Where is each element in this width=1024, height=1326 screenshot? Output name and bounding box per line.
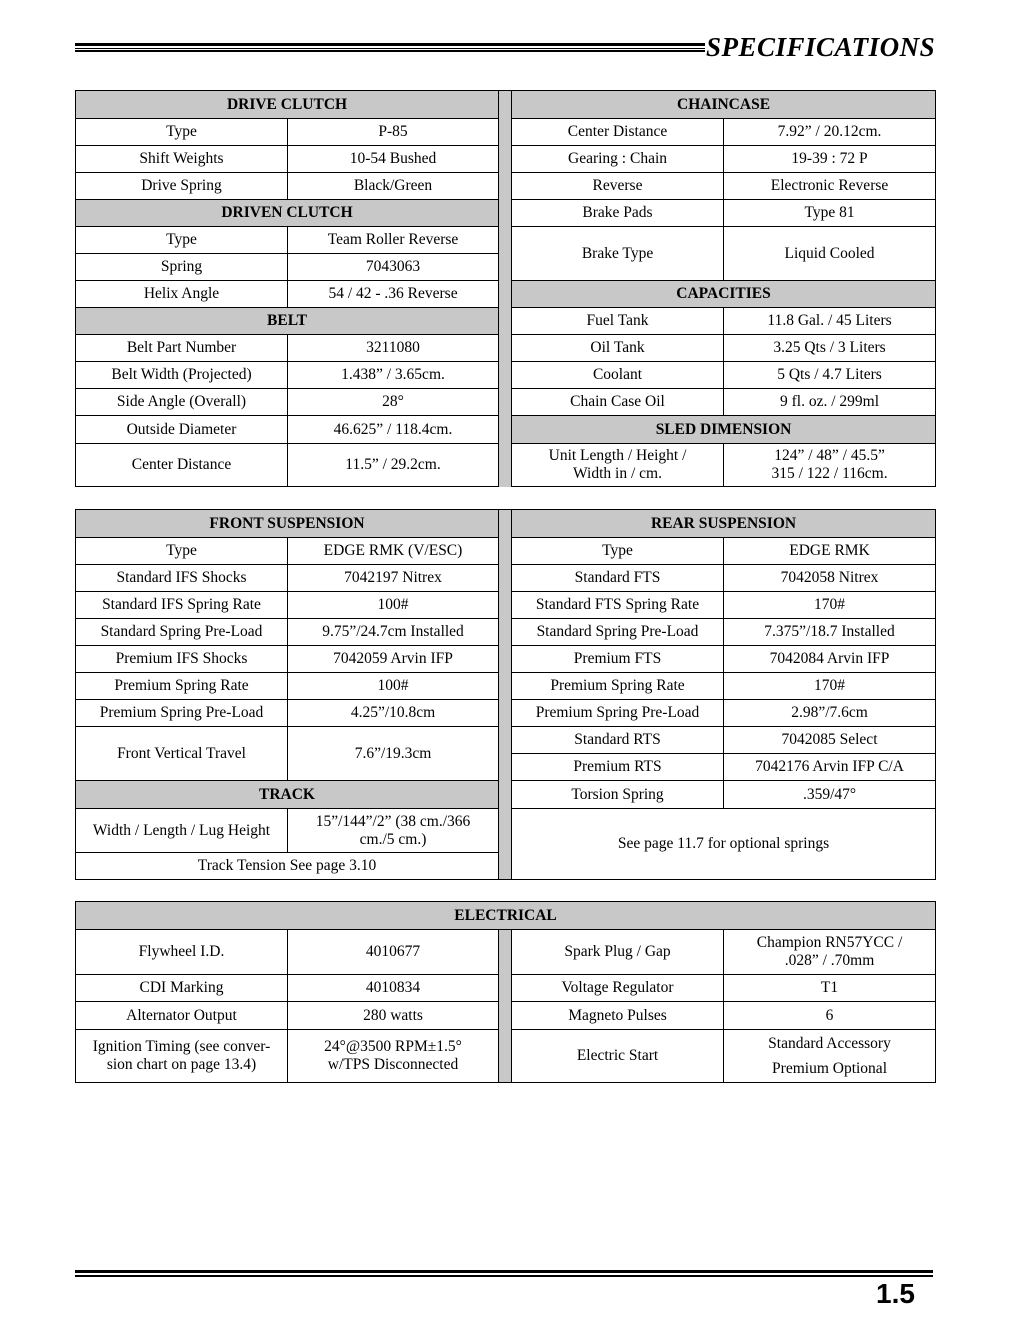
spark-value-line: Champion RN57YCC / bbox=[756, 934, 903, 951]
column-divider bbox=[499, 510, 512, 880]
ignition-label-line: sion chart on page 13.4) bbox=[106, 1056, 257, 1073]
row-label: Premium IFS Shocks bbox=[76, 646, 288, 673]
row-value: 54 / 42 - .36 Reverse bbox=[288, 281, 499, 308]
row-label: Standard Spring Pre-Load bbox=[512, 619, 724, 646]
row-value: P-85 bbox=[288, 119, 499, 146]
page-title: SPECIFICATIONS bbox=[706, 32, 936, 62]
spec-table-electrical bbox=[75, 901, 936, 1083]
row-label: Premium FTS bbox=[512, 646, 724, 673]
row-value: 170# bbox=[724, 673, 936, 700]
row-label: Side Angle (Overall) bbox=[76, 389, 288, 416]
row-value: 7.375”/18.7 Installed bbox=[724, 619, 936, 646]
row-value: 7042058 Nitrex bbox=[724, 565, 936, 592]
row-value: 7042176 Arvin IFP C/A bbox=[724, 754, 936, 781]
row-label: Chain Case Oil bbox=[512, 389, 724, 416]
row-value: 100# bbox=[288, 673, 499, 700]
row-label: Type bbox=[76, 538, 288, 565]
row-label: Standard Spring Pre-Load bbox=[76, 619, 288, 646]
row-label: Helix Angle bbox=[76, 281, 288, 308]
row-label: Torsion Spring bbox=[512, 781, 724, 809]
row-label bbox=[512, 444, 724, 487]
row-label: Brake Pads bbox=[512, 200, 724, 227]
row-label: Oil Tank bbox=[512, 335, 724, 362]
page-number: 1.5 bbox=[876, 1278, 915, 1309]
row-value: 7042197 Nitrex bbox=[288, 565, 499, 592]
row-value bbox=[288, 809, 499, 853]
row-label: Width / Length / Lug Height bbox=[76, 809, 288, 853]
row-value: EDGE RMK (V/ESC) bbox=[288, 538, 499, 565]
row-value: 7.92” / 20.12cm. bbox=[724, 119, 936, 146]
row-value: 4010677 bbox=[288, 930, 499, 975]
row-label: Reverse bbox=[512, 173, 724, 200]
row-label: Electric Start bbox=[512, 1030, 724, 1083]
row-label: Standard FTS bbox=[512, 565, 724, 592]
sled-value-line: 315 / 122 / 116cm. bbox=[771, 465, 888, 482]
row-value: 4.25”/10.8cm bbox=[288, 700, 499, 727]
row-value: 46.625” / 118.4cm. bbox=[288, 416, 499, 444]
sled-label-line: Unit Length / Height / bbox=[548, 447, 687, 464]
row-label: Drive Spring bbox=[76, 173, 288, 200]
row-label: Center Distance bbox=[512, 119, 724, 146]
section-heading-chaincase: CHAINCASE bbox=[512, 91, 936, 119]
ignition-value-line: w/TPS Disconnected bbox=[327, 1056, 459, 1073]
row-value: 280 watts bbox=[288, 1002, 499, 1030]
row-label: Standard IFS Shocks bbox=[76, 565, 288, 592]
row-value: 7043063 bbox=[288, 254, 499, 281]
row-label: Gearing : Chain bbox=[512, 146, 724, 173]
row-label: Standard IFS Spring Rate bbox=[76, 592, 288, 619]
spec-table-suspension bbox=[75, 509, 936, 880]
row-label bbox=[76, 1030, 288, 1083]
row-label: Voltage Regulator bbox=[512, 975, 724, 1002]
row-value: 9 fl. oz. / 299ml bbox=[724, 389, 936, 416]
row-label: Type bbox=[76, 227, 288, 254]
row-label: Premium Spring Rate bbox=[512, 673, 724, 700]
row-value bbox=[724, 1030, 936, 1083]
row-value: 28° bbox=[288, 389, 499, 416]
row-value: 19-39 : 72 P bbox=[724, 146, 936, 173]
row-value: 9.75”/24.7cm Installed bbox=[288, 619, 499, 646]
row-label: Shift Weights bbox=[76, 146, 288, 173]
row-value: Liquid Cooled bbox=[724, 227, 936, 281]
row-label: Magneto Pulses bbox=[512, 1002, 724, 1030]
row-value: 11.5” / 29.2cm. bbox=[288, 444, 499, 487]
row-value: T1 bbox=[724, 975, 936, 1002]
row-label: Spring bbox=[76, 254, 288, 281]
ignition-value-line: 24°@3500 RPM±1.5° bbox=[324, 1038, 462, 1055]
row-label: Type bbox=[512, 538, 724, 565]
row-label: Front Vertical Travel bbox=[76, 727, 288, 781]
ignition-label-line: Ignition Timing (see conver- bbox=[92, 1038, 271, 1055]
header-rule bbox=[75, 43, 705, 52]
section-heading-track: TRACK bbox=[76, 781, 499, 809]
section-heading-rear-suspension: REAR SUSPENSION bbox=[512, 510, 936, 538]
estart-value-line: Premium Optional bbox=[772, 1060, 887, 1077]
optional-springs-note: See page 11.7 for optional springs bbox=[512, 809, 936, 880]
column-divider bbox=[499, 91, 512, 487]
row-value: 170# bbox=[724, 592, 936, 619]
row-value: 7.6”/19.3cm bbox=[288, 727, 499, 781]
track-value-line: cm./5 cm.) bbox=[359, 830, 427, 848]
section-heading-electrical: ELECTRICAL bbox=[76, 902, 936, 930]
row-value: Team Roller Reverse bbox=[288, 227, 499, 254]
track-value-line: 15”/144”/2” (38 cm./366 bbox=[315, 812, 471, 830]
row-label: Type bbox=[76, 119, 288, 146]
section-heading-front-suspension: FRONT SUSPENSION bbox=[76, 510, 499, 538]
sled-label-line: Width in / cm. bbox=[573, 465, 662, 482]
row-label: Coolant bbox=[512, 362, 724, 389]
row-label: Brake Type bbox=[512, 227, 724, 281]
row-value: 5 Qts / 4.7 Liters bbox=[724, 362, 936, 389]
row-label: Belt Part Number bbox=[76, 335, 288, 362]
section-heading-drive-clutch: DRIVE CLUTCH bbox=[76, 91, 499, 119]
track-tension-note: Track Tension See page 3.10 bbox=[76, 853, 499, 880]
row-value: 3211080 bbox=[288, 335, 499, 362]
section-heading-driven-clutch: DRIVEN CLUTCH bbox=[76, 200, 499, 227]
row-value: 100# bbox=[288, 592, 499, 619]
row-value: .359/47° bbox=[724, 781, 936, 809]
row-label: Premium Spring Rate bbox=[76, 673, 288, 700]
row-value: EDGE RMK bbox=[724, 538, 936, 565]
row-label: Center Distance bbox=[76, 444, 288, 487]
row-value: 7042059 Arvin IFP bbox=[288, 646, 499, 673]
row-label: Fuel Tank bbox=[512, 308, 724, 335]
row-value: 6 bbox=[724, 1002, 936, 1030]
row-label: Spark Plug / Gap bbox=[512, 930, 724, 975]
row-value: 1.438” / 3.65cm. bbox=[288, 362, 499, 389]
section-heading-sled-dimension: SLED DIMENSION bbox=[512, 416, 936, 444]
row-value: 7042085 Select bbox=[724, 727, 936, 754]
row-value bbox=[724, 444, 936, 487]
footer-rule bbox=[75, 1270, 933, 1277]
row-value: Electronic Reverse bbox=[724, 173, 936, 200]
estart-value-line: Standard Accessory bbox=[768, 1035, 891, 1052]
row-label: Belt Width (Projected) bbox=[76, 362, 288, 389]
row-label: Premium RTS bbox=[512, 754, 724, 781]
column-divider bbox=[499, 930, 512, 1083]
row-value: 2.98”/7.6cm bbox=[724, 700, 936, 727]
row-value bbox=[724, 930, 936, 975]
row-label: Alternator Output bbox=[76, 1002, 288, 1030]
spec-table-clutch-chaincase bbox=[75, 90, 936, 487]
row-value: 7042084 Arvin IFP bbox=[724, 646, 936, 673]
row-label: Premium Spring Pre-Load bbox=[512, 700, 724, 727]
row-value: 10-54 Bushed bbox=[288, 146, 499, 173]
sled-value-line: 124” / 48” / 45.5” bbox=[774, 447, 885, 464]
row-label: Flywheel I.D. bbox=[76, 930, 288, 975]
row-label: Premium Spring Pre-Load bbox=[76, 700, 288, 727]
section-heading-belt: BELT bbox=[76, 308, 499, 335]
row-value: 11.8 Gal. / 45 Liters bbox=[724, 308, 936, 335]
row-label: Standard FTS Spring Rate bbox=[512, 592, 724, 619]
row-label: Standard RTS bbox=[512, 727, 724, 754]
section-heading-capacities: CAPACITIES bbox=[512, 281, 936, 308]
spark-value-line: .028” / .70mm bbox=[784, 952, 875, 969]
row-value: Black/Green bbox=[288, 173, 499, 200]
row-value bbox=[288, 1030, 499, 1083]
row-label: CDI Marking bbox=[76, 975, 288, 1002]
row-label: Outside Diameter bbox=[76, 416, 288, 444]
row-value: 3.25 Qts / 3 Liters bbox=[724, 335, 936, 362]
row-value: Type 81 bbox=[724, 200, 936, 227]
row-value: 4010834 bbox=[288, 975, 499, 1002]
